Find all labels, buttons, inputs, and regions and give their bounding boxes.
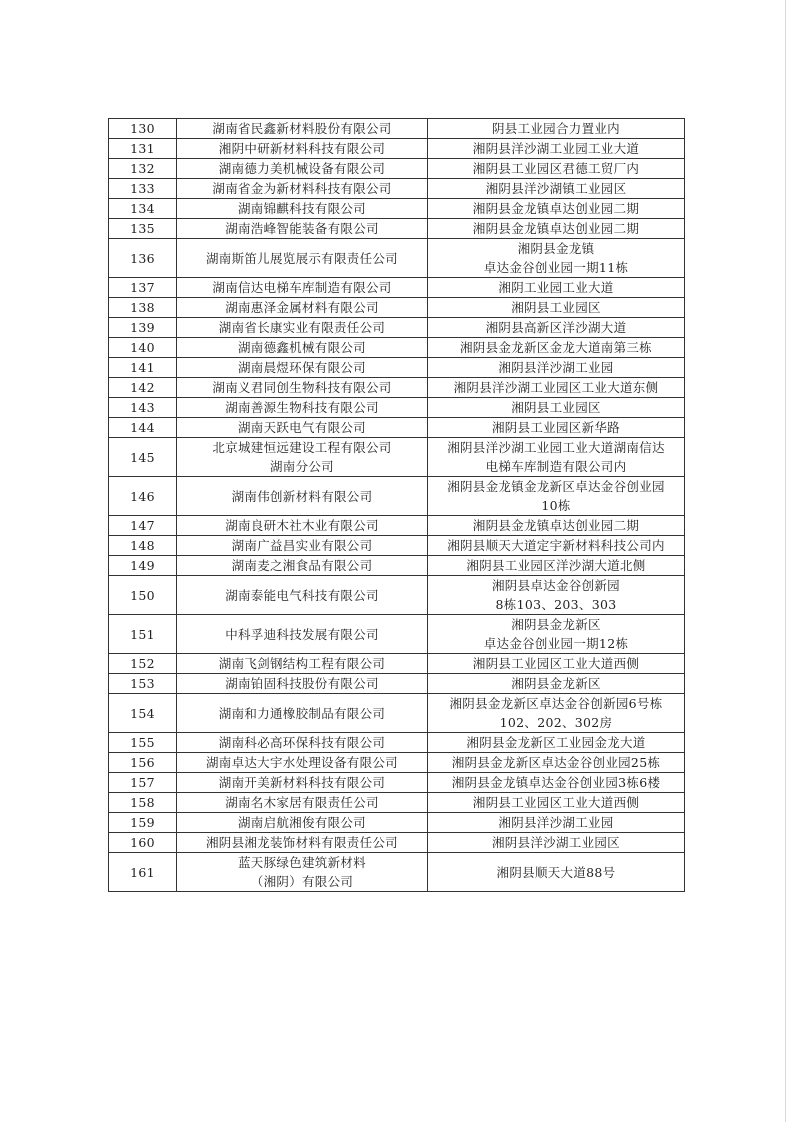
company-address: 湘阴县金龙新区工业园金龙大道 (466, 735, 646, 750)
company-name: 湖南惠泽金属材料有限公司 (225, 300, 379, 315)
table-row (109, 576, 685, 615)
table-row (109, 438, 685, 477)
company-address: 湘阴县金龙镇卓达创业园二期 (472, 201, 640, 216)
company-address-cell (428, 318, 685, 338)
company-name-cell (177, 378, 428, 398)
row-number: 139 (109, 318, 177, 338)
company-address: 湘阴县金龙镇卓达创业园二期 (472, 221, 640, 236)
company-address: 湘阴县工业园区工业大道西侧 (472, 795, 640, 810)
company-address-cell (428, 773, 685, 793)
company-address: 湘阴县洋沙湖工业园 (498, 360, 614, 375)
company-address: 卓达金谷创业园一期12栋 (483, 636, 629, 651)
company-name: 湖南飞剑钢结构工程有限公司 (218, 656, 386, 671)
row-number: 143 (109, 398, 177, 418)
row-number: 140 (109, 338, 177, 358)
company-name: 湖南省金为新材料科技有限公司 (212, 181, 392, 196)
table-row (109, 813, 685, 833)
company-address-cell (428, 733, 685, 753)
company-name-cell (177, 654, 428, 674)
company-name: 湖南铂固科技股份有限公司 (225, 676, 379, 691)
company-address-cell (428, 833, 685, 853)
company-address-cell (428, 199, 685, 219)
company-name-cell (177, 733, 428, 753)
company-name-cell (177, 615, 428, 654)
table-row (109, 853, 685, 892)
company-address: 湘阴县工业园区君德工贸厂内 (472, 161, 640, 176)
table-row (109, 338, 685, 358)
table-row (109, 179, 685, 199)
company-address: 湘阴县工业园区洋沙湖大道北侧 (466, 558, 646, 573)
company-address: 湘阴县工业园区工业大道西侧 (472, 656, 640, 671)
company-address-cell (428, 793, 685, 813)
row-number: 152 (109, 654, 177, 674)
company-address-cell (428, 516, 685, 536)
company-name: 湖南名木家居有限责任公司 (225, 795, 379, 810)
company-name-cell (177, 793, 428, 813)
company-name: 湖南开美新材料科技有限公司 (218, 775, 386, 790)
company-table (108, 118, 685, 892)
company-address: 湘阴县洋沙湖工业园工业大道湖南信达 (447, 440, 665, 455)
company-address-cell (428, 438, 685, 477)
row-number: 155 (109, 733, 177, 753)
row-number: 148 (109, 536, 177, 556)
company-address: 湘阴县金龙镇卓达创业园二期 (472, 518, 640, 533)
company-name: 湖南锦麒科技有限公司 (237, 201, 366, 216)
company-name: 湖南广益昌实业有限公司 (231, 538, 373, 553)
company-name: 湖南天跃电气有限公司 (237, 420, 366, 435)
company-address: 8栋103、203、303 (495, 597, 617, 612)
company-name-cell (177, 139, 428, 159)
row-number: 153 (109, 674, 177, 694)
row-number: 131 (109, 139, 177, 159)
table-row (109, 378, 685, 398)
company-name: 湖南省长康实业有限责任公司 (218, 320, 386, 335)
company-address-cell (428, 536, 685, 556)
company-name-cell (177, 219, 428, 239)
row-number: 137 (109, 278, 177, 298)
row-number: 133 (109, 179, 177, 199)
company-address-cell (428, 398, 685, 418)
company-name-cell (177, 418, 428, 438)
company-name: 湘阴中研新材料科技有限公司 (218, 141, 386, 156)
company-name: 湖南伟创新材料有限公司 (231, 488, 373, 504)
company-name: 湖南麦之湘食品有限公司 (231, 558, 373, 573)
table-row (109, 219, 685, 239)
company-address-cell (428, 674, 685, 694)
table-row (109, 793, 685, 813)
table-row (109, 159, 685, 179)
table-row (109, 278, 685, 298)
company-address-cell (428, 278, 685, 298)
table-row (109, 139, 685, 159)
company-address-cell (428, 654, 685, 674)
table-row (109, 536, 685, 556)
company-name-cell (177, 674, 428, 694)
row-number: 144 (109, 418, 177, 438)
company-name: 湖南义君同创生物科技有限公司 (212, 380, 392, 395)
company-address-cell (428, 556, 685, 576)
company-name: 湖南科必高环保科技有限公司 (218, 735, 386, 750)
company-address: 湘阴县洋沙湖工业园工业大道 (472, 141, 640, 156)
table-row (109, 654, 685, 674)
company-name: 湖南晨煜环保有限公司 (237, 360, 366, 375)
table-row (109, 753, 685, 773)
company-address-cell (428, 179, 685, 199)
company-name: 湖南善源生物科技有限公司 (225, 400, 379, 415)
table-row (109, 674, 685, 694)
company-address: 102、202、302房 (499, 715, 613, 730)
row-number: 161 (109, 853, 177, 892)
table-row (109, 773, 685, 793)
row-number: 154 (109, 694, 177, 733)
scan-edge-line (785, 0, 786, 1122)
row-number: 141 (109, 358, 177, 378)
company-address: 湘阴县工业园区 (511, 300, 601, 315)
table-row (109, 418, 685, 438)
company-name-cell (177, 119, 428, 139)
company-name-cell (177, 833, 428, 853)
company-name: 湖南德鑫机械有限公司 (237, 340, 366, 355)
company-name-cell (177, 516, 428, 536)
company-name-cell (177, 199, 428, 219)
company-name-cell (177, 298, 428, 318)
company-address: 电梯车库制造有限公司内 (485, 459, 627, 474)
company-name: 湖南分公司 (269, 459, 334, 474)
company-address: 湘阴县洋沙湖工业园区工业大道东侧 (453, 380, 659, 395)
company-name-cell (177, 556, 428, 576)
company-address: 10栋 (541, 498, 571, 513)
company-name: 湖南泰能电气科技有限公司 (225, 587, 379, 603)
company-address-cell (428, 615, 685, 654)
row-number: 142 (109, 378, 177, 398)
row-number: 151 (109, 615, 177, 654)
table-row (109, 199, 685, 219)
company-address: 湘阴县金龙镇 (517, 241, 595, 256)
table-row (109, 477, 685, 516)
row-number: 157 (109, 773, 177, 793)
company-name: 湘阴县湘龙装饰材料有限责任公司 (205, 835, 398, 850)
table-row (109, 733, 685, 753)
company-address-cell (428, 753, 685, 773)
company-name-cell (177, 477, 428, 516)
company-name-cell (177, 753, 428, 773)
row-number: 138 (109, 298, 177, 318)
company-address: 湘阴县洋沙湖工业园区 (491, 835, 620, 850)
row-number: 156 (109, 753, 177, 773)
table-row (109, 239, 685, 278)
company-name: 湖南启航湘俊有限公司 (237, 815, 366, 830)
company-address: 湘阴工业园工业大道 (498, 280, 614, 295)
company-name-cell (177, 179, 428, 199)
company-address: 湘阴县工业园区新华路 (491, 420, 620, 435)
company-address-cell (428, 378, 685, 398)
company-name-cell (177, 318, 428, 338)
table-row (109, 833, 685, 853)
row-number: 149 (109, 556, 177, 576)
row-number: 145 (109, 438, 177, 477)
table-row (109, 556, 685, 576)
company-name: 湖南浩峰智能装备有限公司 (225, 221, 379, 236)
table-row (109, 516, 685, 536)
company-address: 卓达金谷创业园一期11栋 (483, 260, 629, 275)
company-address: 湘阴县顺天大道定宇新材料科技公司内 (447, 538, 665, 553)
company-address: 湘阴县金龙新区 (511, 676, 601, 691)
company-name: （湘阴）有限公司 (250, 874, 354, 889)
company-name: 湖南德力美机械设备有限公司 (218, 161, 386, 176)
company-name-cell (177, 813, 428, 833)
company-address-cell (428, 239, 685, 278)
company-name: 湖南省民鑫新材料股份有限公司 (212, 121, 392, 136)
table-row (109, 318, 685, 338)
row-number: 146 (109, 477, 177, 516)
company-address-cell (428, 694, 685, 733)
company-address-cell (428, 576, 685, 615)
company-address-cell (428, 139, 685, 159)
company-address-cell (428, 853, 685, 892)
company-name-cell (177, 773, 428, 793)
table-row (109, 615, 685, 654)
company-name: 蓝天豚绿色建筑新材料 (237, 855, 366, 870)
table-row (109, 358, 685, 378)
company-name-cell (177, 278, 428, 298)
row-number: 150 (109, 576, 177, 615)
company-name: 湖南斯笛儿展览展示有限责任公司 (205, 250, 398, 266)
company-name-cell (177, 853, 428, 892)
row-number: 160 (109, 833, 177, 853)
table-row (109, 119, 685, 139)
company-name: 湖南信达电梯车库制造有限公司 (212, 280, 392, 295)
company-address-cell (428, 358, 685, 378)
company-name-cell (177, 358, 428, 378)
company-address-cell (428, 159, 685, 179)
company-name-cell (177, 576, 428, 615)
row-number: 134 (109, 199, 177, 219)
company-address: 湘阴县洋沙湖镇工业园区 (485, 181, 627, 196)
company-address: 湘阴县金龙镇卓达金谷创业园3栋6楼 (451, 775, 661, 790)
company-address: 湘阴县高新区洋沙湖大道 (485, 320, 627, 335)
company-address-cell (428, 338, 685, 358)
company-address: 湘阴县金龙新区卓达金谷创业园25栋 (451, 755, 661, 770)
row-number: 147 (109, 516, 177, 536)
company-name: 湖南良研木社木业有限公司 (225, 518, 379, 533)
table-row (109, 398, 685, 418)
company-address-cell (428, 298, 685, 318)
company-address: 阴县工业园合力置业内 (491, 121, 620, 136)
company-address: 湘阴县金龙新区 (511, 617, 601, 632)
company-address: 湘阴县金龙新区卓达金谷创新园6号栋 (449, 696, 663, 711)
company-name: 湖南卓达大宇水处理设备有限公司 (205, 755, 398, 770)
company-name: 北京城建恒远建设工程有限公司 (212, 440, 392, 455)
company-address-cell (428, 119, 685, 139)
company-address-cell (428, 219, 685, 239)
company-address: 湘阴县洋沙湖工业园 (498, 815, 614, 830)
company-name-cell (177, 239, 428, 278)
row-number: 136 (109, 239, 177, 278)
company-name: 湖南和力通橡胶制品有限公司 (218, 705, 386, 721)
company-address: 湘阴县工业园区 (511, 400, 601, 415)
row-number: 132 (109, 159, 177, 179)
company-address-cell (428, 418, 685, 438)
row-number: 159 (109, 813, 177, 833)
company-name-cell (177, 694, 428, 733)
company-name-cell (177, 536, 428, 556)
company-name: 中科孚迪科技发展有限公司 (225, 626, 379, 642)
company-address: 湘阴县金龙新区金龙大道南第三栋 (459, 340, 652, 355)
row-number: 135 (109, 219, 177, 239)
company-name-cell (177, 438, 428, 477)
row-number: 130 (109, 119, 177, 139)
table-row (109, 694, 685, 733)
company-address: 湘阴县卓达金谷创新园 (491, 578, 620, 593)
table-row (109, 298, 685, 318)
company-name-cell (177, 398, 428, 418)
company-table-body (109, 119, 685, 892)
row-number: 158 (109, 793, 177, 813)
company-address: 湘阴县顺天大道88号 (496, 864, 616, 880)
company-name-cell (177, 338, 428, 358)
company-address: 湘阴县金龙镇金龙新区卓达金谷创业园 (447, 479, 665, 494)
company-address-cell (428, 477, 685, 516)
company-address-cell (428, 813, 685, 833)
company-name-cell (177, 159, 428, 179)
